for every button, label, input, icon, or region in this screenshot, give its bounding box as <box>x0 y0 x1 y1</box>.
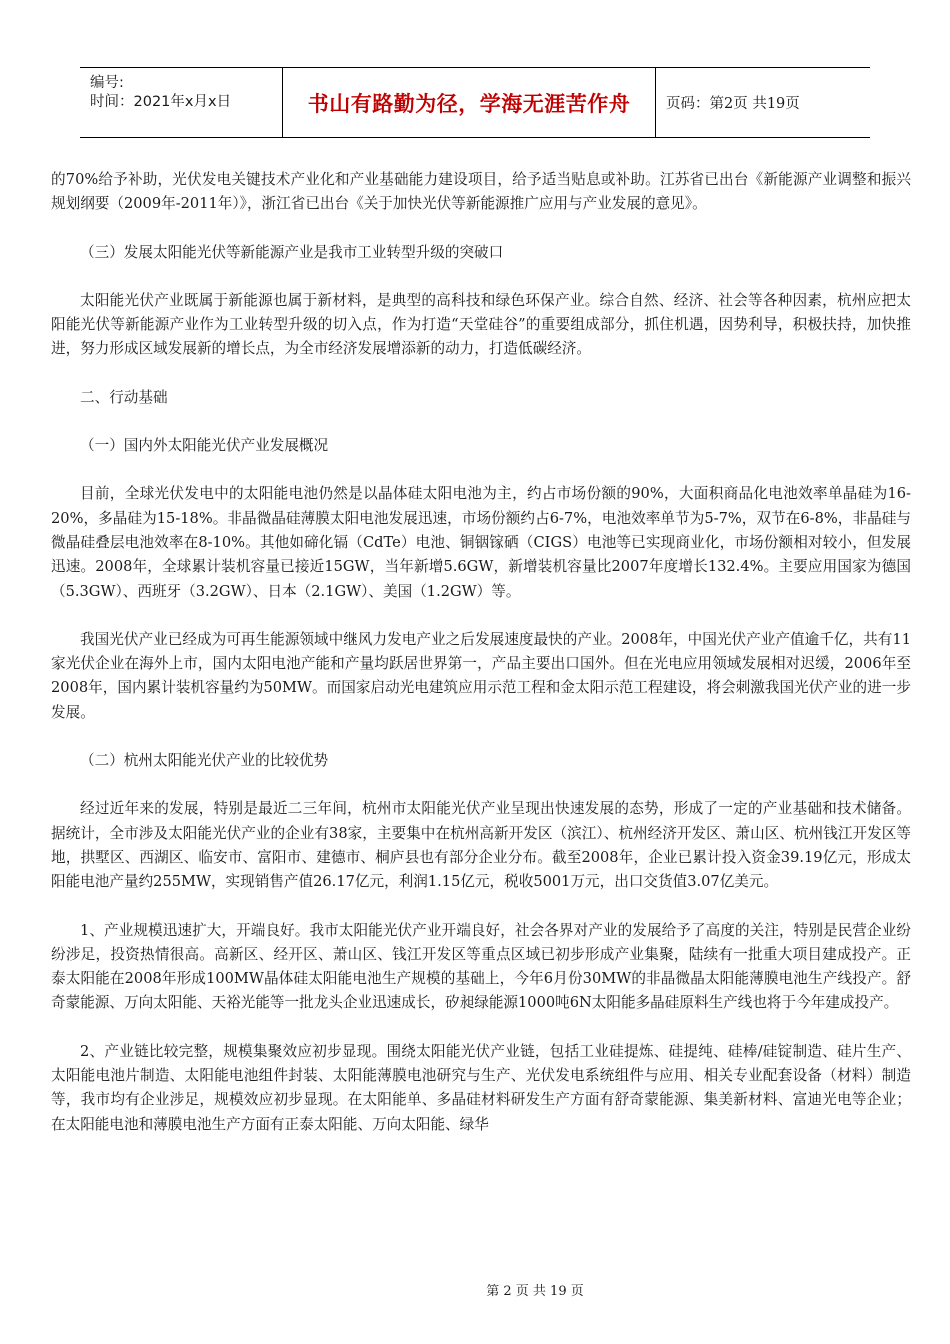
header-page-info: 页码：第2页 共19页 <box>666 96 800 112</box>
paragraph: 1、产业规模迅速扩大，开端良好。我市太阳能光伏产业开端良好，社会各界对产业的发展给予了高度的关注，特别是民营企业纷纷涉足，投资热情很高。高新区、经开区、萧山区、钱江开发区等重点区域已初步形成产业集聚，陆续有一批重大项目建成投产。正泰太阳能在2008年形成100MW晶体硅太阳能电池生产规模的基础上，今年6月份30MW的非晶微晶太阳能薄膜电池生产线投产。舒奇蒙能源、万向太阳能、天裕光能等一批龙头企业迅速成长，矽昶绿能源1000吨6N太阳能多晶硅原料生产线也将于今年建成投产。 <box>51 921 911 1012</box>
paragraph: 目前，全球光伏发电中的太阳能电池仍然是以晶体硅太阳电池为主，约占市场份额的90%，大面积商品化电池效率单晶硅为16-20%，多晶硅为15-18%。非晶微晶硅薄膜太阳电池发展迅速，市场份额约占6-7%，电池效率单节为5-7%，双节在6-8%，非晶硅与微晶硅叠层电池效率在8-10%。其他如碲化镉（CdTe）电池、铜铟镓硒（CIGS）电池等已实现商业化，市场份额相对较小，但发展迅速。2008年，全球累计装机容量已接近15GW，当年新增5.6GW，新增装机容量比2007年度增长132.4%。主要应用国家为德国（5.3GW）、西班牙（3.2GW）、日本（2.1GW）、美国（1.2GW）等。 <box>51 485 911 600</box>
paragraph: 太阳能光伏产业既属于新能源也属于新材料，是典型的高科技和绿色环保产业。综合自然、经济、社会等各种因素，杭州应把太阳能光伏等新能源产业作为工业转型升级的切入点，作为打造“天堂硅谷”的重要组成部分，抓住机遇，因势利导，积极扶持，加快推进，努力形成区域发展新的增长点，为全市经济发展增添新的动力，打造低碳经济。 <box>51 291 911 358</box>
header-motto: 书山有路勤为径，学海无涯苦作舟 <box>307 91 631 116</box>
section-heading: （三）发展太阳能光伏等新能源产业是我市工业转型升级的突破口 <box>80 243 504 261</box>
subsection-heading: （一）国内外太阳能光伏产业发展概况 <box>80 437 329 455</box>
header-page-info-cell <box>656 68 870 137</box>
document-number-label: 编号: <box>90 75 124 91</box>
subsection-heading: （二）杭州太阳能光伏产业的比较优势 <box>80 752 329 770</box>
page-header <box>80 67 870 138</box>
page-footer: 第 2 页 共 19 页 <box>486 1284 584 1299</box>
paragraph: 经过近年来的发展，特别是最近二三年间，杭州市太阳能光伏产业呈现出快速发展的态势，形成了一定的产业基础和技术储备。据统计，全市涉及太阳能光伏产业的企业有38家，主要集中在杭州高新开发区（滨江）、杭州经济开发区、萧山区、杭州钱江开发区等地，拱墅区、西湖区、临安市、富阳市、建德市、桐庐县也有部分企业分布。截至2008年，企业已累计投入资金39.19亿元，形成太阳能电池产量约255MW，实现销售产值26.17亿元，利润1.15亿元，税收5001万元，出口交货值3.07亿美元。 <box>51 800 911 891</box>
document-body <box>51 168 911 1161</box>
header-meta <box>80 68 283 137</box>
paragraph-continuation: 的70%给予补助，光伏发电关键技术产业化和产业基础能力建设项目，给予适当贴息或补助。江苏省已出台《新能源产业调整和振兴规划纲要（2009年-2011年）》，浙江省已出台《关于加快光伏等新能源推广应用与产业发展的意见》。 <box>51 171 911 213</box>
paragraph: 2、产业链比较完整，规模集聚效应初步显现。围绕太阳能光伏产业链，包括工业硅提炼、硅提纯、硅棒/硅锭制造、硅片生产、太阳能电池片制造、太阳能电池组件封装、太阳能薄膜电池研究与生产、光伏发电系统组件与应用、相关专业配套设备（材料）制造等，我市均有企业涉足，规模效应初步显现。在太阳能单、多晶硅材料研发生产方面有舒奇蒙能源、集美新材料、富迪光电等企业；在太阳能电池和薄膜电池生产方面有正泰太阳能、万向太阳能、绿华 <box>51 1042 911 1133</box>
header-motto-cell <box>283 68 656 137</box>
document-time: 时间：2021年x月x日 <box>90 94 232 110</box>
paragraph: 我国光伏产业已经成为可再生能源领域中继风力发电产业之后发展速度最快的产业。2008年，中国光伏产业产值逾千亿，共有11家光伏企业在海外上市，国内太阳电池产能和产量均跃居世界第一，产品主要出口国外。但在光电应用领域发展相对迟缓，2006年至2008年，国内累计装机容量约为50MW。而国家启动光电建筑应用示范工程和金太阳示范工程建设，将会刺激我国光伏产业的进一步发展。 <box>51 630 911 721</box>
section-heading: 二、行动基础 <box>80 388 168 406</box>
